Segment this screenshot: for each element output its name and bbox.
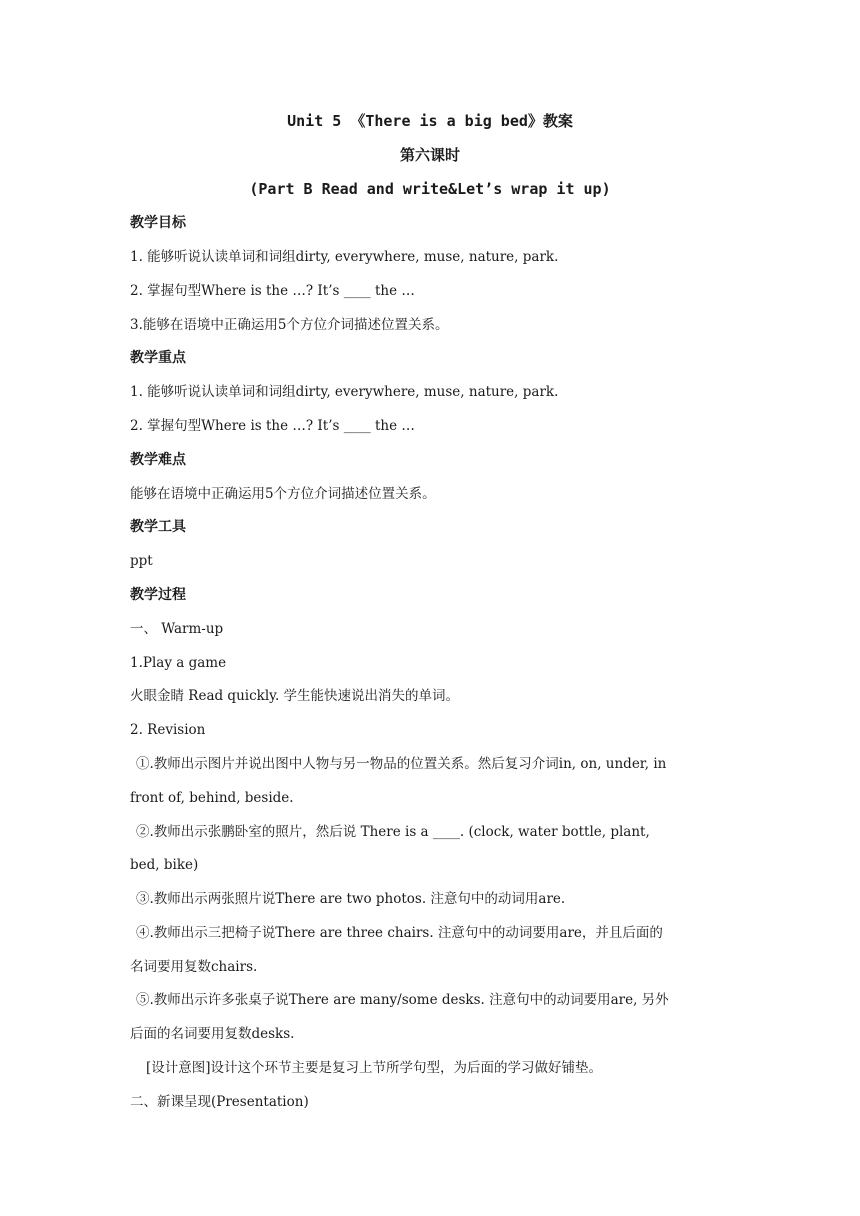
tools-text: ppt xyxy=(130,553,153,569)
key-points-heading: 教学重点 xyxy=(130,350,186,366)
key-point-item: 1. 能够听说认读单词和词组dirty, everywhere, muse, nature, park. xyxy=(130,384,559,400)
document-title: Unit 5 《There is a big bed》教案 xyxy=(287,112,573,130)
objective-item: 2. 掌握句型Where is the …? It’s ____ the … xyxy=(130,283,415,299)
objective-item: 1. 能够听说认读单词和词组dirty, everywhere, muse, nature, park. xyxy=(130,249,559,265)
process-line: 2. Revision xyxy=(130,722,206,738)
lesson-part: (Part B Read and write&Let’s wrap it up) xyxy=(249,180,611,198)
key-point-item: 2. 掌握句型Where is the …? It’s ____ the … xyxy=(130,418,415,434)
process-line: [设计意图]设计这个环节主要是复习上节所学句型，为后面的学习做好铺垫。 xyxy=(146,1060,603,1076)
process-line: ④.教师出示三把椅子说There are three chairs. 注意句中的动词要用are，并且后面的 xyxy=(136,925,663,941)
process-line: 二、新课呈现(Presentation) xyxy=(130,1094,309,1110)
process-line: 名词要用复数chairs. xyxy=(130,959,258,975)
process-line: 1.Play a game xyxy=(130,655,227,671)
process-line: 火眼金睛 Read quickly. 学生能快速说出消失的单词。 xyxy=(130,688,460,704)
process-line: 后面的名词要用复数desks. xyxy=(130,1026,295,1042)
process-line: ③.教师出示两张照片说There are two photos. 注意句中的动词用are. xyxy=(136,891,566,907)
process-line: ⑤.教师出示许多张桌子说There are many/some desks. 注意句中的动词要用are, 另外 xyxy=(136,992,669,1008)
lesson-number: 第六课时 xyxy=(399,146,460,164)
difficulty-heading: 教学难点 xyxy=(130,452,186,468)
process-line: 一、 Warm-up xyxy=(130,621,224,637)
tools-heading: 教学工具 xyxy=(130,519,186,535)
process-line: front of, behind, beside. xyxy=(130,790,294,806)
process-line: ①.教师出示图片并说出图中人物与另一物品的位置关系。然后复习介词in, on, under, in xyxy=(136,756,667,772)
objectives-heading: 教学目标 xyxy=(130,215,186,231)
process-heading: 教学过程 xyxy=(130,587,186,603)
process-line: ②.教师出示张鹏卧室的照片，然后说 There is a ____. (clock, water bottle, plant, xyxy=(136,824,650,840)
difficulty-text: 能够在语境中正确运用5个方位介词描述位置关系。 xyxy=(130,486,436,502)
objective-item: 3.能够在语境中正确运用5个方位介词描述位置关系。 xyxy=(130,317,449,333)
process-line: bed, bike) xyxy=(130,857,199,873)
